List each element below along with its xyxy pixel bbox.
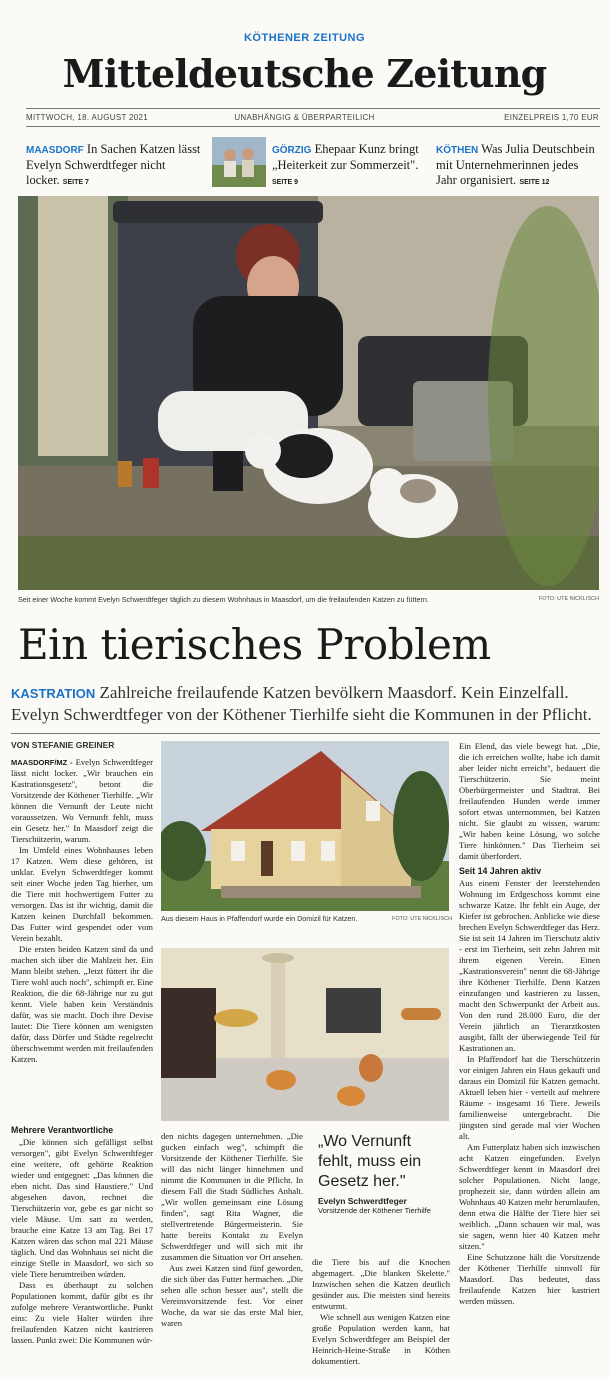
paragraph: Eine Schutzzone hält die Vorsitzende der Köthener Tierhilfe sinnvoll für Maasdorf. Das bedeutet, dass freilaufende Katzen hier kastriert werden müssen. <box>459 1252 600 1306</box>
teaser-page: SEITE 9 <box>272 179 299 186</box>
teaser-text: Was Julia Deutschbein mit Unternehmerinnen jedes Jahr organisiert. <box>436 142 595 187</box>
article-column-1b <box>11 1121 153 1371</box>
house-photo <box>161 741 449 911</box>
article-column-4 <box>459 741 600 1373</box>
paragraph: den nichts dagegen unternehmen. „Die gucken einfach weg", schimpft die Vorsitzende der Köthener Tierhilfe. Sie will das nicht länger hinnehmen und nimmt die Kommunen in die Pflicht. In diesem Fall die Stadt Südliches Anhalt. „Wir wollen gemeinsam eine Lösung finden", sagt Rita Wagner, die stellvertretende Bürgermeisterin. Sie hatte bereits Kontakt zu Evelyn Schwerdtfeger und will sich mit ihr zusammen die Situation vor Ort ansehen. <box>161 1131 303 1262</box>
teaser-text: Ehepaar Kunz bringt „Heiterkeit zur Sommerzeit". <box>272 142 419 172</box>
teaser-location: MAASDORF <box>26 145 84 156</box>
section-subhead: Mehrere Verantwortliche <box>11 1125 114 1135</box>
teaser-photo-goerzig <box>212 137 266 187</box>
paragraph: Ein Elend, das viele bewegt hat. „Die, die ich erreichen wollte, habe ich damit aber leider nicht erreicht", bedauert die Tierschützerin. Sie meint Oberbürgermeister und Stadtrat. Bei freilaufenden Hunden werde immer sofort etwas unternommen, bei Katzen nicht. Sie glaubt zu wissen, warum: „Wir haben keine Lösung, wo solche Tiere hinkönnen." Das Tierheim sei damit überfordert. <box>459 741 600 861</box>
paragraph: In Pfaffendorf hat die Tierschützerin vor einigen Jahren ein Haus gekauft und daraus ein Domizil für Katzen gemacht. Aktuell leben hier - verteilt auf mehrere Räume - insgesamt 16 Tiere. Jeweils familienweise untergebracht. Die jüngsten sind gerade mal vier Wochen alt. <box>459 1054 600 1141</box>
main-photo-credit: FOTO: UTE NICKLISCH <box>538 596 599 602</box>
paragraph: Aus zwei Katzen sind fünf geworden, die sich über das Futter hermachen. „Die sehen alle schon besser aus", stellt die Vereinsvorsitzende fest. Vor einer Woche, da war sie das erste Mal hier, waren <box>161 1263 303 1328</box>
pull-quote <box>318 1132 450 1215</box>
teaser-goerzig[interactable] <box>272 142 422 190</box>
teaser-koethen[interactable] <box>436 142 600 190</box>
byline: VON STEFANIE GREINER <box>11 740 115 750</box>
paragraph: Im Umfeld eines Wohnhauses leben 17 Katzen. Wem diese gehören, ist unklar. Evelyn Schwerdtfeger kommt seit einer Woche jeden Tag hierher, um die Tiere mit hochwertigem Futter zu versorgen. Das ist ihr wichtig, damit die Katzen keinen Durchfall bekommen. Das Futter wird gespendet oder vom Verein bezahlt. <box>11 845 153 943</box>
headline: Ein tierisches Problem <box>18 620 491 669</box>
masthead: Mitteldeutsche Zeitung <box>62 51 547 96</box>
article-divider <box>11 733 600 734</box>
teaser-page: SEITE 12 <box>519 179 550 186</box>
paragraph: Wie schnell aus wenigen Katzen eine große Population werden kann, hat Evelyn Schwerdtfeger am Beispiel der Heinrich-Heine-Straße in Köthen dokumentiert. <box>312 1312 450 1366</box>
main-photo-caption: Seit einer Woche kommt Evelyn Schwerdtfeger täglich zu diesem Wohnhaus in Maasdorf, um die freilaufenden Katzen zu füttern. <box>18 595 429 604</box>
interior-photo <box>161 948 449 1121</box>
edition-label: KÖTHENER ZEITUNG <box>243 32 366 44</box>
teaser-location: KÖTHEN <box>436 145 479 156</box>
quote-text: „Wo Vernunft fehlt, muss ein Gesetz her." <box>318 1133 422 1190</box>
article-column-2 <box>161 1131 303 1371</box>
claim: UNABHÄNGIG & ÜBERPARTEILICH <box>234 113 375 122</box>
article-column-1 <box>11 757 153 1119</box>
paragraph: Evelyn Schwerdtfeger lässt nicht locker. „Wir brauchen ein Kastrationsgesetz", betont die Vorsitzende der Köthener Tierhilfe. „Wir können die Vernunft der Leute nicht voraussetzen. Wo Vernunft fehlt, muss ein Gesetz her." In Maasdorf zeigt die Tierschützerin, warum. <box>11 757 153 844</box>
house-photo-caption: Aus diesem Haus in Pfaffendorf wurde ein Domizil für Katzen. <box>161 914 358 923</box>
section-subhead: Seit 14 Jahren aktiv <box>459 866 542 876</box>
paragraph: Die ersten beiden Katzen sind da und machen sich über die Mahlzeit her. Ein Mann bleibt stehen. „Jetzt füttert ihr die Tiere wohl auch noch", schimpft er. Eine Reaktion, die die 68-Jährige nur zu gut kennt. Viele haben kein Verständnis dafür, was sie macht. Doch ihre Devise lautet: Die Tiere können am wenigsten dafür, dass Dörfer und Städte regelrecht überschwemmt werden mit freilaufenden Katzen. <box>11 944 153 1064</box>
dateline: MAASDORF/MZ - <box>11 758 73 767</box>
subhead-text: Zahlreiche freilaufende Katzen bevölkern Maasdorf. Kein Einzelfall. Evelyn Schwerdtfeger von der Köthener Tierhilfe sieht die Kommunen in der Pflicht. <box>11 683 592 724</box>
price: EINZELPREIS 1,70 EUR <box>504 113 599 122</box>
teaser-maasdorf[interactable] <box>26 142 201 190</box>
paragraph: Aus einem Fenster der leerstehenden Wohnung im Erdgeschoss kommt eine schwarze Katze. Ihr fehlt ein Auge, der Kiefer ist gebrochen. Anblicke wie diese brechen Evelyn Schwerdtfeger das Herz. Sie ist seit 14 Jahren im Tierschutz aktiv - erst im Tierheim, seit zehn Jahren mit ihrem eigenen Verein. Einen „Kastrationsverein" nennt die 68-Jährige ihre Köthener Tierhilfe. Denn Katzen einzufangen und kastrieren zu lassen, macht den Schwerpunkt der Arbeit aus. Von den rund 28.000 Euro, die der Verein jährlich an Tierarztkosten ausgibt, fällt der überwiegende Teil für Kastrationen an. <box>459 878 600 1053</box>
teaser-location: GÖRZIG <box>272 145 312 156</box>
issue-date: MITTWOCH, 18. AUGUST 2021 <box>26 113 149 122</box>
paragraph: „Die können sich gefälligst selbst versorgen", gibt Evelyn Schwerdtfeger eine weitere, oft gehörte Reaktion wieder und entgegnet: „Das können die eben nicht. Das sind Haustiere." Und abgesehen davon, rechnet die Tierschützerin vor, gebe es gar nicht so viele Mäuse. Um satt zu werden, brauche eine Katze 13 am Tag. Bei 17 Katzen wären das schon mal 221 Mäuse täglich. Und das Wohnhaus sei nicht die einzige Stelle in Maasdorf, wo sich so viele Tiere herumtreiben würden. <box>11 1137 153 1279</box>
quote-author: Evelyn Schwerdtfeger <box>318 1196 407 1206</box>
paragraph: Am Futterplatz haben sich inzwischen acht Katzen eingefunden. Evelyn Schwerdtfeger kennt in Maasdorf drei solcher Populationen. Nicht lange, prophezeit sie, dann würden allein am Wohnhaus 40 Katzen mehr herumlaufen, denn etwa die Hälfte der Tiere hier sei weiblich. „Dann schauen wir mal, was sie sagen, wenn hier 40 Katzen mehr sitzen." <box>459 1142 600 1251</box>
house-photo-credit: FOTO: UTE NICKLISCH <box>392 916 453 922</box>
paragraph: die Tiere bis auf die Knochen abgemagert. „Die blanken Skelette." Inzwischen sehen die Katzen deutlich gesünder aus. Die meisten sind bereits entwurmt. <box>312 1257 450 1311</box>
header-divider <box>26 108 600 109</box>
main-photo <box>18 196 599 590</box>
quote-role: Vorsitzende der Köthener Tierhilfe <box>318 1206 431 1215</box>
subhead-tag: KASTRATION <box>11 686 96 701</box>
paragraph: Dass es überhaupt zu solchen Populationen kommt, dafür gibt es ihr zufolge mehrere Verantwortliche. Punkt eins: Zu viele Halter würden ihre freilaufenden Katzen nicht kastrieren lassen. Punkt zwei: Die Kommunen wür- <box>11 1280 153 1345</box>
article-column-3 <box>312 1257 450 1371</box>
header-divider-2 <box>26 126 600 127</box>
teaser-text: In Sachen Katzen lässt Evelyn Schwerdtfeger nicht locker. <box>26 142 201 187</box>
subheadline <box>11 682 601 725</box>
teaser-page: SEITE 7 <box>62 179 89 186</box>
